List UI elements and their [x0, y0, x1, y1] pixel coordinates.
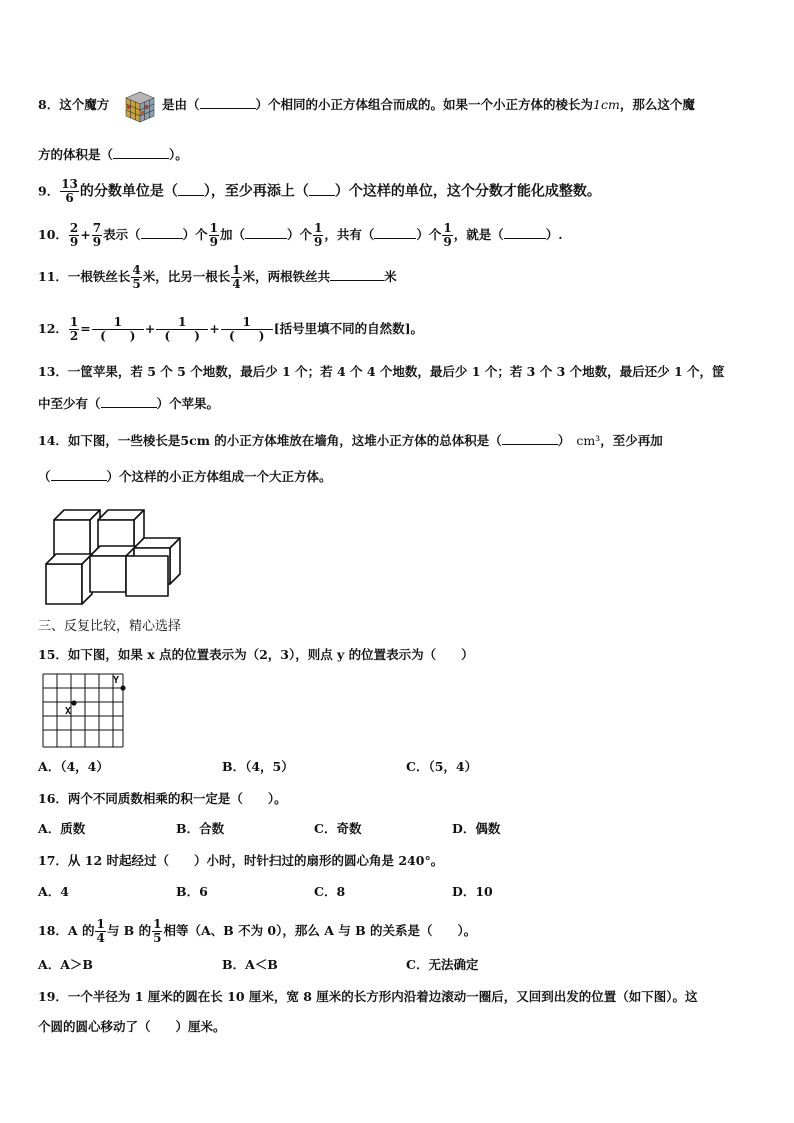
option-a[interactable]: A．4 [38, 884, 69, 899]
fraction: $\frac{1}{9}$ [443, 221, 452, 249]
point-x [71, 700, 76, 705]
coordinate-grid [42, 670, 128, 750]
question-19-line2: 个圆的圆心移动了（ ）厘米。 [38, 1019, 226, 1034]
option-b[interactable]: B．A＜B [222, 957, 278, 972]
question-18: 18．A 的 $\frac{1}{4}$ 与 B 的 $\frac{1}{5}$ 相等（A、B 不为 0），那么 A 与 B 的关系是（ ）。 [38, 917, 477, 945]
question-19: 19．一个半径为 1 厘米的圆在长 10 厘米，宽 8 厘米的长方形内沿着边滚动一圈后，又回到出发的位置（如下图）。这 [38, 989, 698, 1004]
answer-blank[interactable] [51, 468, 107, 481]
rubiks-cube-image [122, 90, 158, 124]
fraction-blank[interactable]: $\frac{1}{( )}$ [92, 316, 144, 343]
section-heading: 三、反复比较，精心选择 [38, 619, 182, 634]
option-a[interactable]: A．A＞B [38, 957, 93, 972]
option-b[interactable]: B．6 [176, 884, 208, 899]
question-17: 17．从 12 时起经过（ ）小时，时针扫过的扇形的圆心角是 240°。 [38, 853, 444, 868]
point-y-label: Y [113, 675, 120, 686]
answer-blank[interactable] [178, 183, 204, 196]
option-c[interactable]: C．无法确定 [406, 957, 479, 972]
question-8-line2: 方的体积是（ ）。 [38, 147, 188, 162]
option-c[interactable]: C．奇数 [314, 821, 362, 836]
answer-blank[interactable] [141, 226, 183, 239]
cube-stack-figure [42, 502, 192, 606]
fraction: $\frac{13}{6}$ [61, 177, 78, 205]
point-x-label: X [65, 706, 72, 717]
fraction: $\frac{1}{9}$ [209, 221, 218, 249]
fraction: $\frac{1}{4}$ [96, 917, 105, 945]
option-b[interactable]: B．（4，5） [222, 759, 294, 774]
question-9: 9． $\frac{13}{6}$ 的分数单位是（ ），至少再添上（ ）个这样的单位，这个分数才能化成整数。 [38, 177, 601, 205]
fraction: $\frac{2}{9}$ [69, 221, 79, 249]
fraction: $\frac{1}{5}$ [153, 917, 162, 945]
fraction: $\frac{1}{9}$ [314, 221, 323, 249]
answer-blank[interactable] [113, 146, 169, 159]
answer-blank[interactable] [502, 432, 558, 445]
question-16: 16．两个不同质数相乘的积一定是（ ）。 [38, 791, 287, 806]
option-d[interactable]: D．10 [452, 884, 493, 899]
question-13: 13．一筐苹果，若 5 个 5 个地数，最后少 1 个；若 4 个 4 个地数，最后少 1 个；若 3 个 3 个地数，最后还少 1 个，筐 [38, 364, 725, 379]
question-8-body: 是由（ ）个相同的小正方体组合而成的。如果一个小正方体的棱长为1cm，那么这个魔 [162, 97, 695, 112]
answer-blank[interactable] [374, 226, 416, 239]
question-12: 12． $\frac{1}{2}$ = $\frac{1}{( )}$ + $\frac{1}{( )}$ + $\frac{1}{( )}$ [括号里填不同的自然数]。 [38, 315, 424, 343]
answer-blank[interactable] [309, 183, 335, 196]
question-14: 14．如下图，一些棱长是5cm 的小正方体堆放在墙角，这堆小正方体的总体积是（ ） cm³，至少再加 [38, 433, 663, 448]
option-a[interactable]: A．（4，4） [38, 759, 109, 774]
fraction-blank[interactable]: $\frac{1}{( )}$ [156, 316, 208, 343]
answer-blank[interactable] [101, 395, 157, 408]
option-a[interactable]: A．质数 [38, 821, 86, 836]
answer-blank[interactable] [200, 96, 256, 109]
fraction: $\frac{1}{4}$ [232, 263, 241, 291]
option-c[interactable]: C．8 [314, 884, 346, 899]
fraction-blank[interactable]: $\frac{1}{( )}$ [221, 316, 273, 343]
question-8: 8．这个魔方 [38, 97, 110, 112]
option-c[interactable]: C．（5，4） [406, 759, 478, 774]
answer-blank[interactable] [504, 226, 546, 239]
question-13-line2: 中至少有（ ）个苹果。 [38, 396, 220, 411]
answer-blank[interactable] [330, 268, 384, 281]
option-b[interactable]: B．合数 [176, 821, 225, 836]
question-11: 11．一根铁丝长 $\frac{4}{5}$ 米，比另一根长 $\frac{1}{4}$ 米，两根铁丝共 米 [38, 263, 397, 291]
fraction: $\frac{1}{2}$ [69, 315, 79, 343]
answer-blank[interactable] [245, 226, 287, 239]
point-y [120, 685, 125, 690]
question-10: 10． $\frac{2}{9}$ + $\frac{7}{9}$ 表示（ ）个 $\frac{1}{9}$ 加（ ）个 $\frac{1}{9}$ ，共有（ ）个 $\frac{1}{9}$ ，就是（ ）. [38, 221, 563, 249]
fraction: $\frac{7}{9}$ [92, 221, 102, 249]
question-14-line2: （ ）个这样的小正方体组成一个大正方体。 [38, 469, 332, 484]
question-15: 15．如下图，如果 x 点的位置表示为（2，3），则点 y 的位置表示为（ ） [38, 647, 474, 662]
fraction: $\frac{4}{5}$ [132, 263, 141, 291]
option-d[interactable]: D．偶数 [452, 821, 501, 836]
